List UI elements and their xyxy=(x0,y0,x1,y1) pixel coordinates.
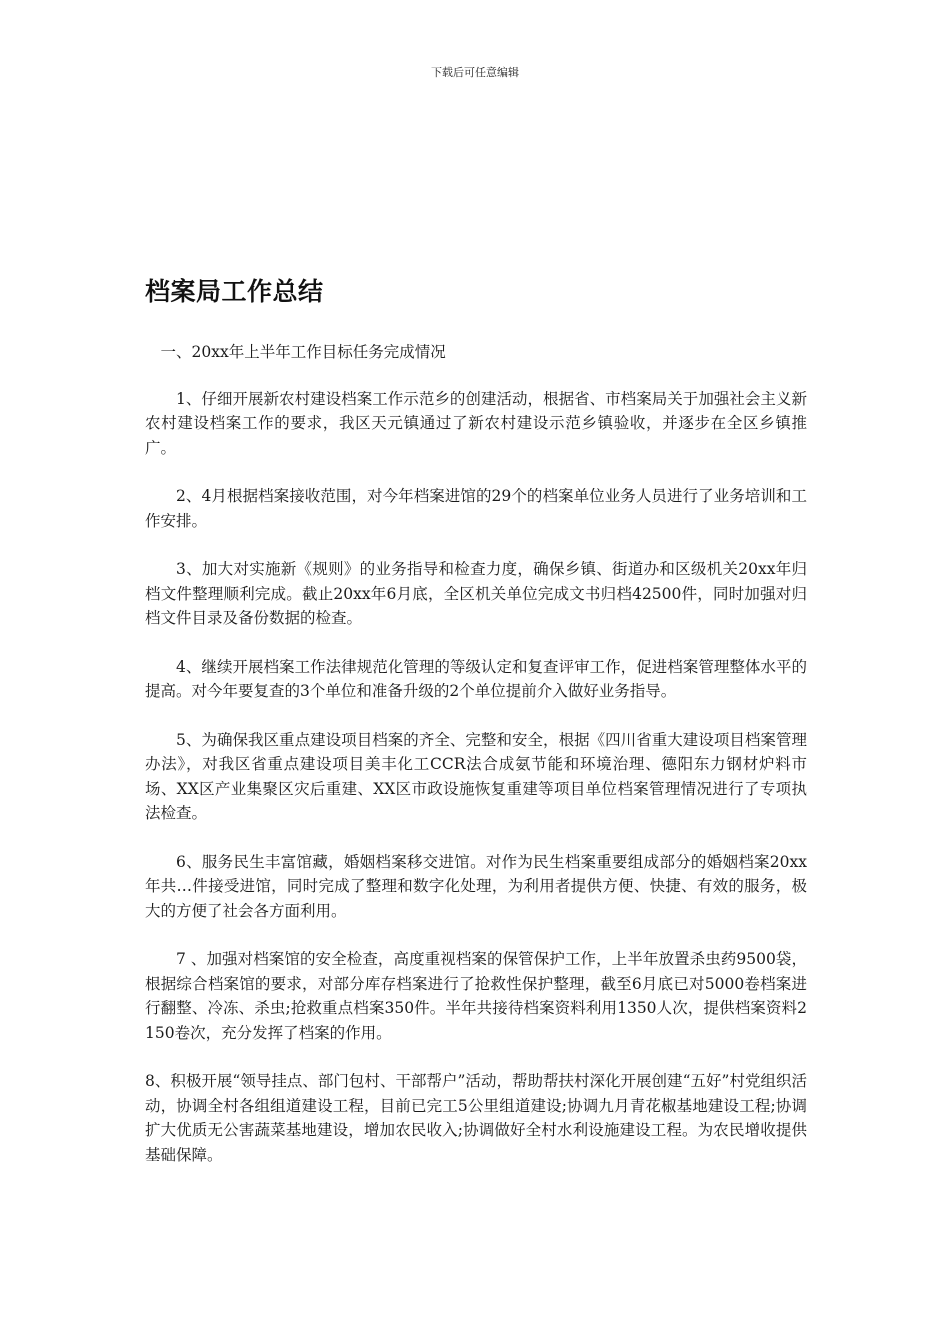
paragraph-4: 4、继续开展档案工作法律规范化管理的等级认定和复查评审工作，促进档案管理整体水平的提高。对今年要复查的3个单位和准备升级的2个单位提前介入做好业务指导。 xyxy=(145,657,807,700)
paragraph-3: 3、加大对实施新《规则》的业务指导和检查力度，确保乡镇、街道办和区级机关20xx年归档文件整理顺利完成。截止20xx年6月底，全区机关单位完成文书归档42500件，同时加强对归档文件目录及备份数据的检查。 xyxy=(145,560,807,627)
paragraph-1: 1、仔细开展新农村建设档案工作示范乡的创建活动，根据省、市档案局关于加强社会主义新农村建设档案工作的要求，我区天元镇通过了新农村建设示范乡镇验收，并逐步在全区乡镇推广。 xyxy=(145,389,807,457)
page-header-note: 下载后可任意编辑 xyxy=(431,66,519,79)
document-body xyxy=(145,340,807,1191)
document-title: 档案局工作总结 xyxy=(145,277,324,306)
paragraph-8: 8、积极开展“领导挂点、部门包村、干部帮户”活动，帮助帮扶村深化开展创建“五好”村党组织活动，协调全村各组组道建设工程，目前已完工5公里组道建设;协调九月青花椒基地建设工程;协调扩大优质无公害蔬菜基地建设，增加农民收入;协调做好全村水利设施建设工程。为农民增收提供基础保障。 xyxy=(145,1072,807,1164)
section-heading: 一、20xx年上半年工作目标任务完成情况 xyxy=(160,343,446,361)
paragraph-6: 6、服务民生丰富馆藏，婚姻档案移交进馆。对作为民生档案重要组成部分的婚姻档案20xx年共…件接受进馆，同时完成了整理和数字化处理，为利用者提供方便、快捷、有效的服务，极大的方便了社会各方面利用。 xyxy=(145,852,807,920)
paragraph-2: 2、4月根据档案接收范围，对今年档案进馆的29个的档案单位业务人员进行了业务培训和工作安排。 xyxy=(145,487,807,530)
paragraph-7: 7 、加强对档案馆的安全检查，高度重视档案的保管保护工作，上半年放置杀虫药9500袋，根据综合档案馆的要求，对部分库存档案进行了抢救性保护整理，截至6月底已对5000卷档案进行翻整、冷冻、杀虫;抢救重点档案350件。半年共接待档案资料利用1350人次，提供档案资料2150卷次，充分发挥了档案的作用。 xyxy=(145,950,807,1042)
paragraph-5: 5、为确保我区重点建设项目档案的齐全、完整和安全，根据《四川省重大建设项目档案管理办法》，对我区省重点建设项目美丰化工CCR法合成氨节能和环境治理、德阳东力钢材炉料市场、XX区产业集聚区灾后重建、XX区市政设施恢复重建等项目单位档案管理情况进行了专项执法检查。 xyxy=(145,730,807,822)
